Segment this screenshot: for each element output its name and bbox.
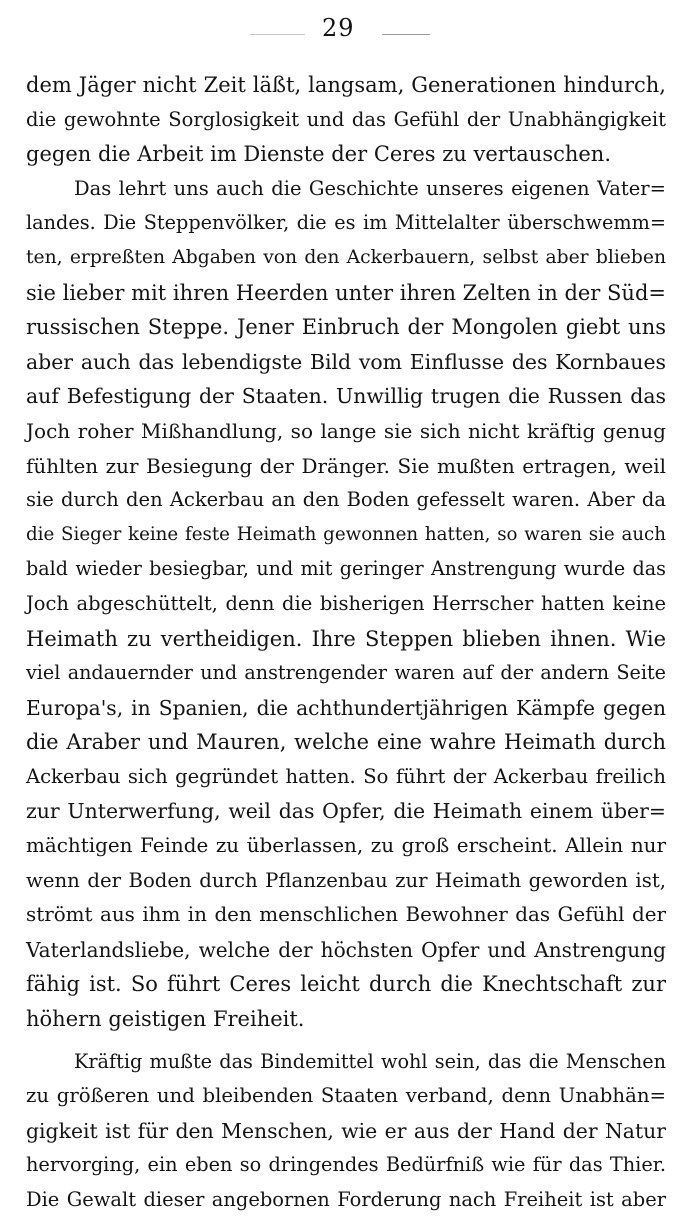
paragraph: [26, 68, 666, 172]
text-line: zu größeren und bleibenden Staaten verband, denn Unabhän=: [26, 1084, 666, 1108]
text-line: die Sieger keine feste Heimath gewonnen hatten, so waren sie auch: [26, 523, 666, 545]
text-line: mächtigen Feinde zu überlassen, zu groß erscheint. Allein nur: [26, 834, 666, 858]
text-line: wenn der Boden durch Pflanzenbau zur Heimath geworden ist,: [26, 868, 666, 892]
text-line: Vaterlandsliebe, welche der höchsten Opfer und Anstrengung: [26, 937, 666, 962]
text-line: ten, erpreßten Abgaben von den Ackerbauern, selbst aber blieben: [26, 246, 666, 268]
text-line: viel andauernder und anstrengender waren auf der andern Seite: [26, 661, 666, 685]
text-line: die gewohnte Sorglosigkeit und das Gefühl der Unabhängigkeit: [26, 107, 666, 131]
text-line: Das lehrt uns auch die Geschichte unseres eigenen Vater=: [74, 176, 666, 200]
text-line: zur Unterwerfung, weil das Opfer, die Heimath einem über=: [26, 799, 666, 824]
body-text: [26, 68, 666, 1218]
text-line: gigkeit ist für den Menschen, wie er aus der Hand der Natur: [26, 1118, 666, 1143]
text-line: die Araber und Mauren, welche eine wahre Heimath durch: [26, 730, 666, 755]
text-line: strömt aus ihm in den menschlichen Bewohner das Gefühl der: [26, 903, 666, 927]
text-line: sie durch den Ackerbau an den Boden gefesselt waren. Aber da: [26, 488, 666, 512]
text-line: fühlten zur Besiegung der Dränger. Sie mußten ertragen, weil: [26, 453, 666, 478]
text-line: Ackerbau sich gegründet hatten. So führt der Ackerbau freilich: [26, 764, 666, 788]
page-header: [0, 12, 697, 48]
text-line: russischen Steppe. Jener Einbruch der Mongolen giebt uns: [26, 315, 666, 340]
text-line: bald wieder besiegbar, und mit geringer Anstrengung wurde das: [26, 557, 666, 581]
text-line: auf Befestigung der Staaten. Unwillig trugen die Russen das: [26, 384, 666, 409]
text-line: gegen die Arbeit im Dienste der Ceres zu vertauschen.: [26, 142, 612, 167]
text-line: dem Jäger nicht Zeit läßt, langsam, Generationen hindurch,: [26, 73, 666, 97]
header-rule-left: [250, 34, 305, 35]
text-line: Europa's, in Spanien, die achthundertjährigen Kämpfe gegen: [26, 695, 666, 720]
header-rule-right: [382, 34, 430, 35]
page-number: 29: [322, 14, 355, 42]
text-line: Heimath zu vertheidigen. Ihre Steppen blieben ihnen. Wie: [26, 626, 666, 651]
paragraph: [26, 1045, 666, 1218]
text-line: Die Gewalt dieser angebornen Forderung nach Freiheit ist aber: [26, 1188, 666, 1211]
paragraph: [26, 172, 666, 1037]
text-line: Kräftig mußte das Bindemittel wohl sein, das die Menschen: [74, 1049, 666, 1073]
text-line: fähig ist. So führt Ceres leicht durch die Knechtschaft zur: [26, 972, 666, 997]
text-line: landes. Die Steppenvölker, die es im Mittelalter überschwemm=: [26, 211, 666, 235]
paragraph-gap: [26, 1037, 666, 1045]
text-line: höhern geistigen Freiheit.: [26, 1007, 305, 1032]
text-line: Joch roher Mißhandlung, so lange sie sich nicht kräftig genug: [26, 418, 666, 443]
text-line: aber auch das lebendigste Bild vom Einflusse des Kornbaues: [26, 349, 666, 374]
text-line: sie lieber mit ihren Heerden unter ihren Zelten in der Süd=: [26, 280, 666, 305]
text-line: Joch abgeschüttelt, denn die bisherigen Herrscher hatten keine: [26, 591, 666, 615]
text-line: hervorging, ein eben so dringendes Bedürfniß wie für das Thier.: [26, 1153, 666, 1177]
